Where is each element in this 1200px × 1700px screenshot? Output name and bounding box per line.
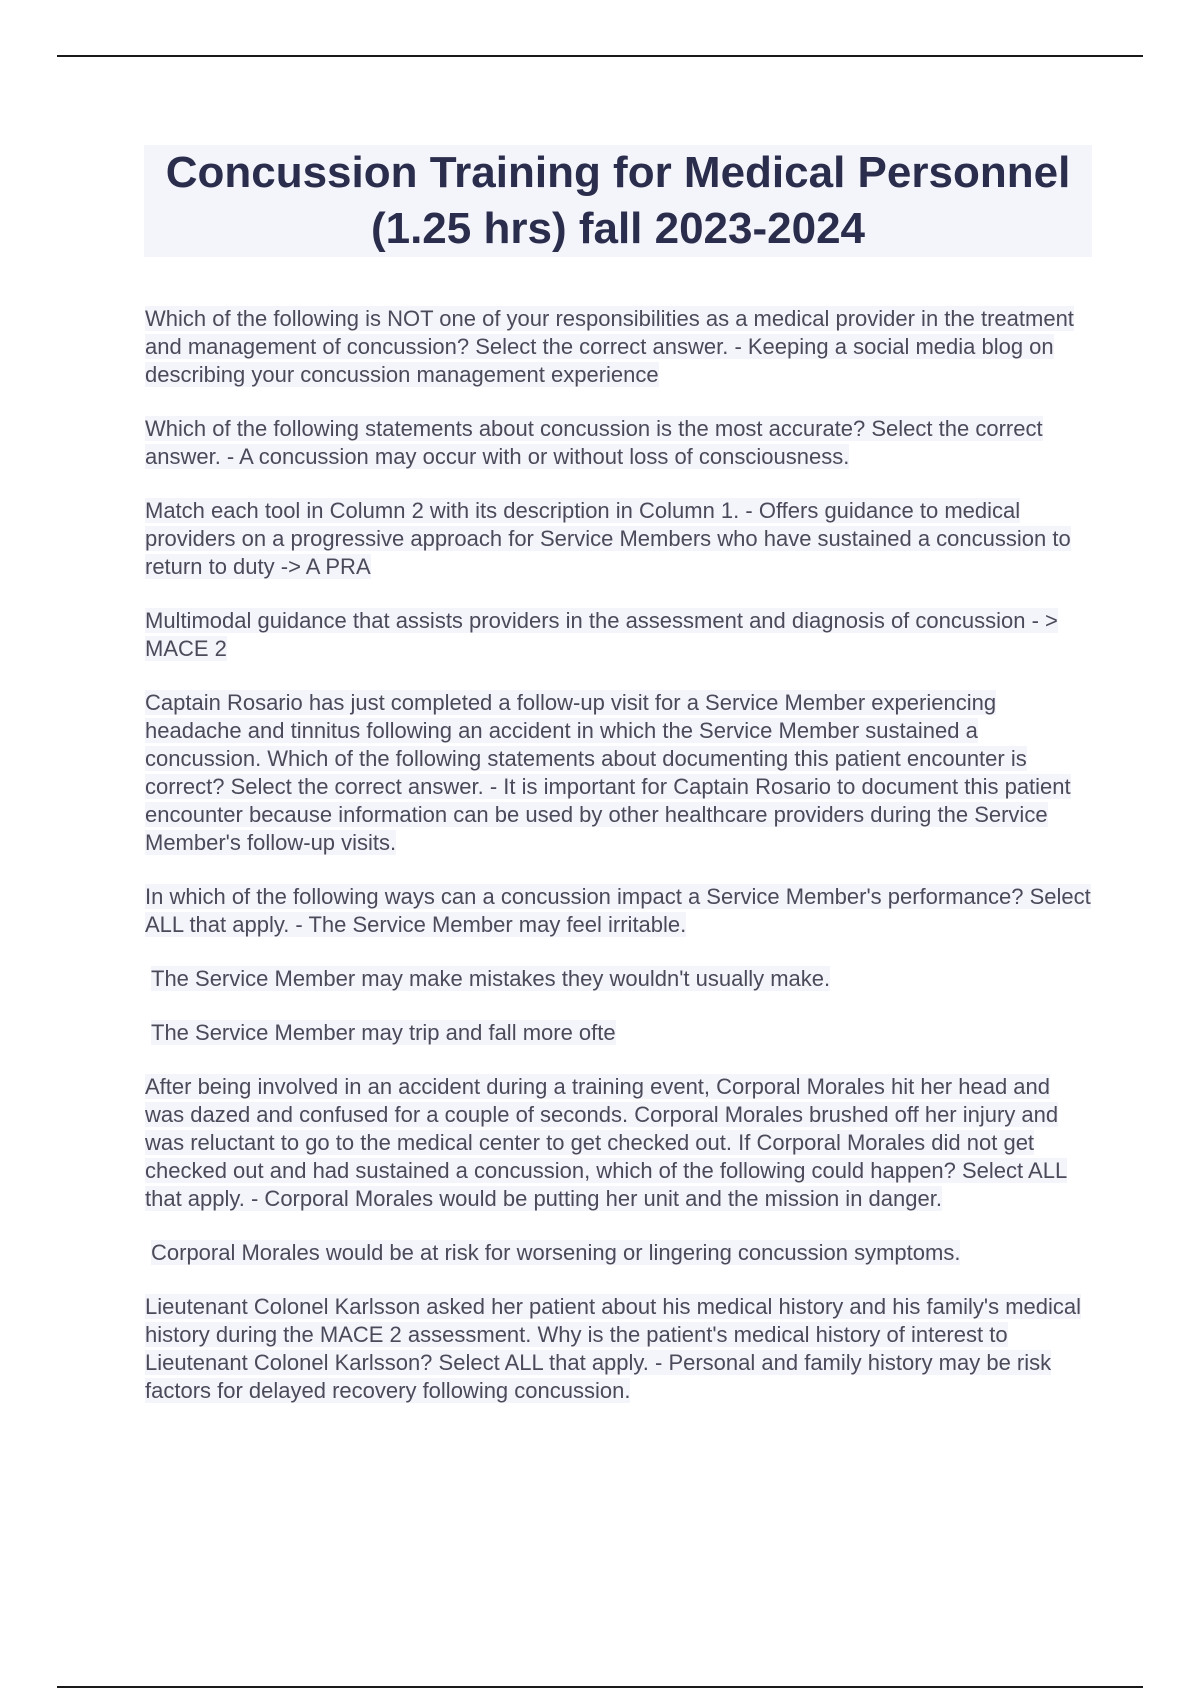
qa-text: Multimodal guidance that assists providers in the assessment and diagnosis of concussion - > MACE 2 — [145, 608, 1058, 661]
qa-text: After being involved in an accident during a training event, Corporal Morales hit her head and was dazed and confused for a couple of seconds. Corporal Morales brushed off her injury and was reluctant to go to the medical center to get checked out. If Corporal Morales did not get checked out and had sustained a concussion, which of the following could happen? Select ALL that apply. - Corporal Morales would be putting her unit and the mission in danger. — [145, 1074, 1068, 1211]
qa-paragraph — [145, 415, 1095, 471]
qa-paragraph — [145, 1019, 1095, 1047]
top-divider — [57, 55, 1143, 57]
qa-paragraph — [145, 689, 1095, 857]
qa-text: In which of the following ways can a concussion impact a Service Member's performance? Select ALL that apply. - The Service Member may feel irritable. — [145, 884, 1091, 937]
page-title: Concussion Training for Medical Personnel (1.25 hrs) fall 2023-2024 — [165, 148, 1071, 253]
qa-text: Match each tool in Column 2 with its description in Column 1. - Offers guidance to medical providers on a progressive approach for Service Members who have sustained a concussion to return to duty -> A PRA — [145, 498, 1071, 579]
qa-paragraph — [145, 1293, 1095, 1405]
qa-text: Lieutenant Colonel Karlsson asked her patient about his medical history and his family's medical history during the MACE 2 assessment. Why is the patient's medical history of interest to Lieutenant Colonel Karlsson? Select ALL that apply. - Personal and family history may be risk factors for delayed recovery following concussion. — [145, 1294, 1082, 1403]
qa-text: Corporal Morales would be at risk for worsening or lingering concussion symptoms. — [151, 1240, 961, 1265]
bottom-divider — [57, 1686, 1143, 1688]
qa-paragraph — [145, 1073, 1095, 1213]
qa-text: Captain Rosario has just completed a follow-up visit for a Service Member experiencing headache and tinnitus following an accident in which the Service Member sustained a concussion. Which of the following statements about documenting this patient encounter is correct? Select the correct answer. - It is important for Captain Rosario to document this patient encounter because information can be used by other healthcare providers during the Service Member's follow-up visits. — [145, 690, 1071, 855]
qa-paragraph — [145, 965, 1095, 993]
qa-paragraph — [145, 1239, 1095, 1267]
document-body — [145, 305, 1095, 1431]
qa-paragraph — [145, 883, 1095, 939]
qa-paragraph — [145, 497, 1095, 581]
qa-paragraph — [145, 305, 1095, 389]
qa-text: Which of the following statements about concussion is the most accurate? Select the correct answer. - A concussion may occur with or without loss of consciousness. — [145, 416, 1043, 469]
qa-paragraph — [145, 607, 1095, 663]
qa-text: The Service Member may make mistakes they wouldn't usually make. — [151, 966, 831, 991]
qa-text: The Service Member may trip and fall more ofte — [151, 1020, 616, 1045]
title-banner — [144, 145, 1092, 257]
qa-text: Which of the following is NOT one of your responsibilities as a medical provider in the treatment and management of concussion? Select the correct answer. - Keeping a social media blog on describing your concussion management experience — [145, 306, 1074, 387]
